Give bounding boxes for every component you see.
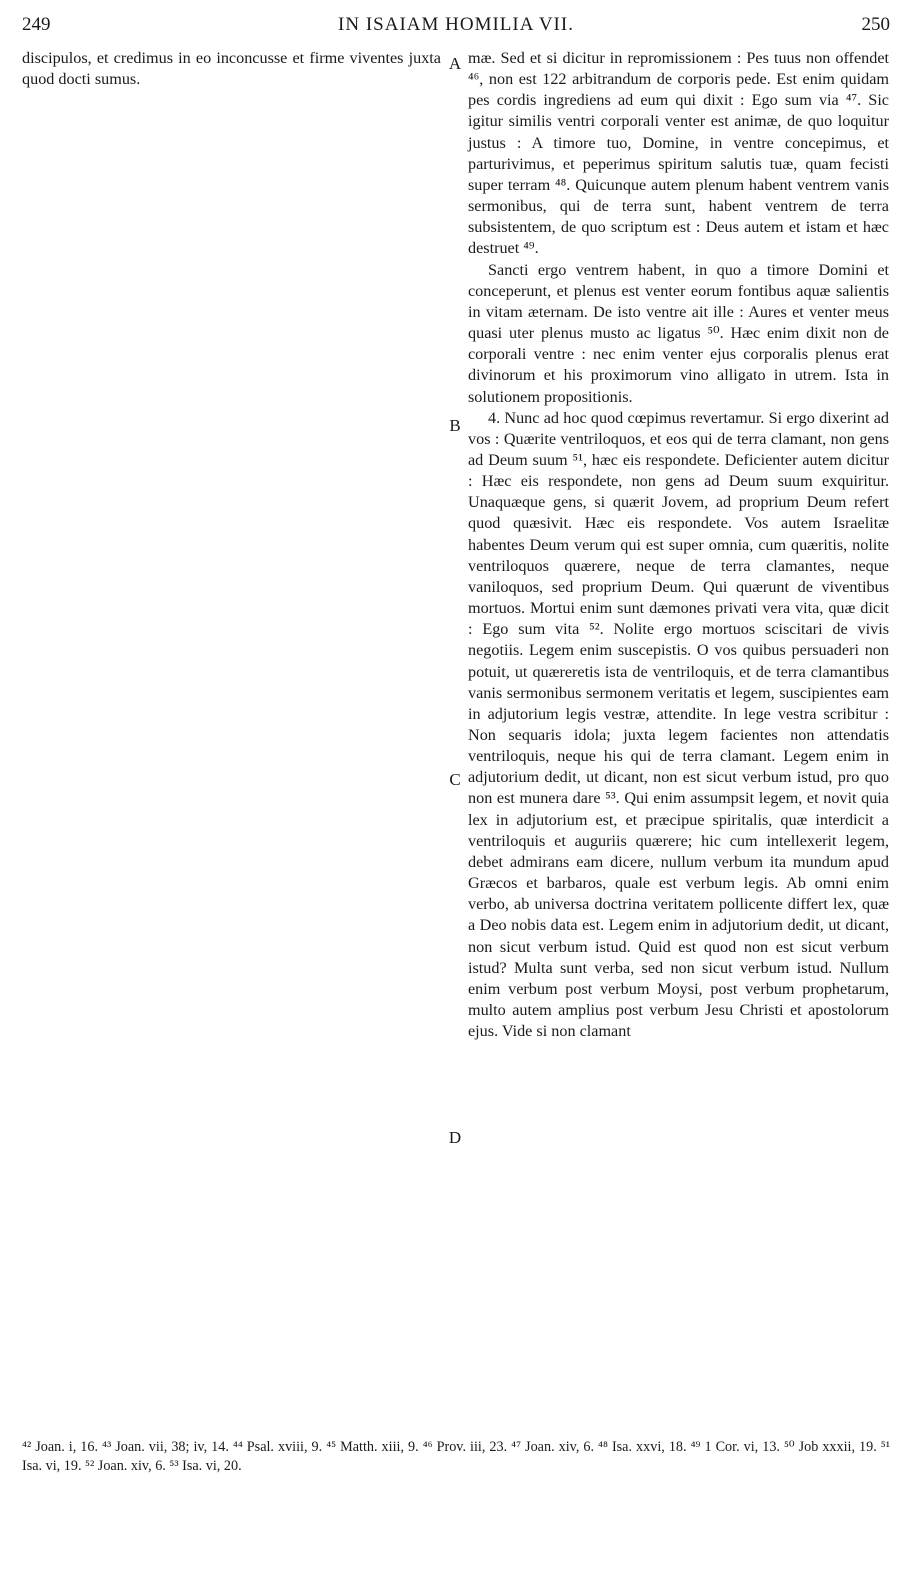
margin-letter-d: D bbox=[448, 1128, 462, 1147]
margin-letter-c: C bbox=[449, 770, 461, 789]
footnotes: ⁴² Joan. i, 16. ⁴³ Joan. vii, 38; iv, 14. ⁴⁴ Psal. xviii, 9. ⁴⁵ Matth. xiii, 9. ⁴⁶ Prov. iii, 23. ⁴⁷ Joan. xiv, 6. ⁴⁸ Isa. xxvi, 18. ⁴⁹ 1 Cor. vi, 13. ⁵⁰ Job xxxii, 19. ⁵¹ Isa. vi, 19. ⁵² Joan. xiv, 6. ⁵³ Isa. vi, 20. bbox=[22, 1439, 890, 1474]
paragraph: Sancti ergo ventrem habent, in quo a timore Domini et conceperunt, et plenus est venter eorum fontibus aquæ salientis in vitam æternam. De isto ventre ait ille : Aures et venter meus quasi uter plenus musto ac ligatus ⁵⁰. Hæc enim dixit non de corporali ventre : nec enim venter ejus corporalis plenus erat divinorum et his proximorum vino alligato in utrem. Ista in solutionem propositionis. bbox=[468, 260, 889, 406]
paragraph: discipulos, et credimus in eo inconcusse et firme viventes juxta quod docti sumus. bbox=[22, 49, 441, 89]
page-number-right: 250 bbox=[861, 14, 890, 35]
running-title: IN ISAIAM HOMILIA VII. bbox=[338, 14, 574, 35]
page-number-left: 249 bbox=[22, 14, 51, 35]
margin-letter-b: B bbox=[449, 416, 461, 435]
left-column bbox=[22, 48, 441, 90]
running-header bbox=[22, 14, 890, 40]
paragraph: 4. Nunc ad hoc quod cœpimus revertamur. Si ergo dixerint ad vos : Quærite ventriloquos, et eos qui de terra clamant, non gens ad Deum suum ⁵¹, hæc eis respondete. Deficienter autem dicitur : Hæc eis respondete, non gens ad Deum suum exquiritur. Unaquæque gens, si quærit Jovem, ad proprium Deum refert quod quæsivit. Hæc eis respondete. Vos autem Israelitæ habentes Deum verum qui est super omnia, cum quæritis, nolite ventriloquos quærere, neque de terra clamantes, neque vaniloquos, sed proprium Deum. Qui quærunt de viventibus mortuos. Mortui enim sunt dæmones privati vera vita, quæ dicit : Ego sum vita ⁵². Nolite ergo mortuos sciscitari de vivis negotiis. Legem enim suscepistis. O vos quibus persuaderi non potuit, ut quæreretis ista de ventriloquis, et de terra clamantibus vanis sermonibus sermonem veritatis et legem, suscipientes eam in adjutorium legis vestræ, attendite. In lege vestra scribitur : Non sequaris idola; juxta legem facientes non attendatis ventriloquis, neque his qui de terra clamant. Legem enim in adjutorium dedit, ut dicant, non est sicut verbum istud, pro quo non est munera dare ⁵³. Qui enim assumpsit legem, et novit quia lex in adjutorium est, et præcipue spiritalis, quæ interdicit a ventriloquis et auguriis quærere; hic cum intellexerit legem, debet admirans eam dicere, nullum verbum ita mundum apud Græcos et barbaros, quale est verbum legis. Ab omni enim verbo, ab universa doctrina veritatem pollicente differt lex, quæ a Deo nobis data est. Legem enim in adjutorium dedit, ut dicant, non sicut verbum istud. Quid est quod non est sicut verbum istud? Multa sunt verba, sed non sicut verbum istud. Nullum enim verbum post verbum Moysi, post verbum prophetarum, multo autem amplius post verbum Jesu Christi et apostolorum ejus. Vide si non clamant bbox=[468, 408, 889, 1041]
margin-letter-a: A bbox=[448, 54, 462, 73]
right-column bbox=[468, 48, 889, 1042]
paragraph: mæ. Sed et si dicitur in repromissionem : Pes tuus non offendet ⁴⁶, non est 122 arbitrandum de corporis pede. Est enim quidam pes cordis ingrediens ad eum qui dixit : Ego sum via ⁴⁷. Sic igitur similis ventri corporali venter est animæ, de quo loquitur justus : A timore tuo, Domine, in ventre concepimus, et parturivimus, et peperimus spiritum salutis tuæ, quam fecisti super terram ⁴⁸. Quicunque autem plenum habent ventrem vanis sermonibus, qui de terra sunt, habent ventrem de terra subsistentem, de quo scriptum est : Deus autem et istam et hæc destruet ⁴⁹. bbox=[468, 49, 889, 258]
